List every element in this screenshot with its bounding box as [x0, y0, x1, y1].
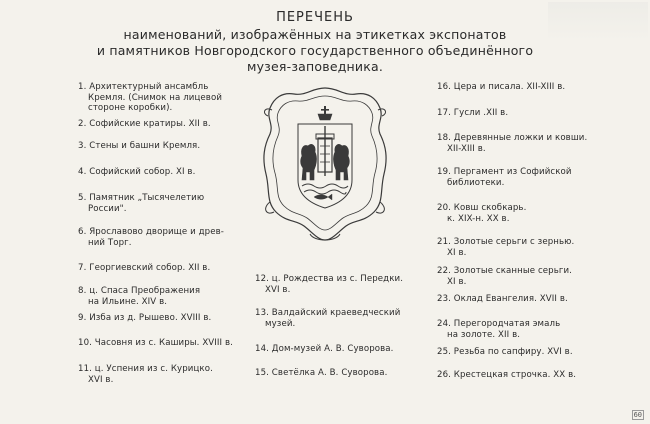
- list-item-line: 1. Архитектурный ансамбль: [78, 82, 209, 92]
- list-item-line: на Ильине. XIV в.: [88, 296, 168, 307]
- list-item-line: 5. Памятник „Тысячелетию: [78, 193, 205, 203]
- list-item-line: на золоте. XII в.: [447, 329, 521, 340]
- list-item-line: 13. Валдайский краеведческий: [255, 308, 401, 318]
- list-item-line: 12. ц. Рождества из с. Передки.: [255, 274, 404, 284]
- page-title: ПЕРЕЧЕНЬ: [276, 10, 354, 25]
- list-item-line: музей.: [265, 318, 296, 329]
- list-item: [437, 108, 508, 119]
- page-number: 60: [633, 411, 642, 419]
- list-item-line: Кремля. (Снимок на лицевой: [88, 92, 223, 103]
- list-item-line: 4. Софийский собор. XI в.: [78, 167, 196, 177]
- list-item-line: 16. Цера и писала. XII-XIII в.: [437, 82, 566, 92]
- list-item-line: XI в.: [447, 276, 467, 287]
- list-item-line: стороне коробки).: [88, 103, 173, 114]
- list-item: [78, 263, 210, 274]
- novgorod-coat-of-arms-icon: [258, 84, 392, 244]
- list-item-line: 7. Георгиевский собор. XII в.: [78, 263, 211, 273]
- list-item: [437, 133, 587, 154]
- list-item-line: 19. Пергамент из Софийской: [437, 167, 572, 177]
- list-item-line: 23. Оклад Евангелия. XVII в.: [437, 294, 568, 304]
- list-item-line: 22. Золотые сканные серьги.: [437, 266, 573, 276]
- list-item-line: 14. Дом-музей А. В. Суворова.: [255, 344, 394, 354]
- list-item: [437, 347, 573, 358]
- list-item-line: 9. Изба из д. Рышево. XVIII в.: [78, 313, 212, 323]
- list-item-line: 2. Софийские кратиры. XII в.: [78, 119, 211, 129]
- subtitle-line: наименований, изображённых на этикетках экспонатов: [123, 27, 507, 42]
- list-item-line: 8. ц. Спаса Преображения: [78, 286, 201, 296]
- list-item: [78, 82, 222, 114]
- list-item: [78, 313, 211, 324]
- list-item: [437, 266, 572, 287]
- list-item-line: 26. Крестецкая строчка. XX в.: [437, 370, 577, 380]
- list-item: [78, 167, 195, 178]
- list-item: [78, 338, 233, 349]
- list-item: [437, 167, 572, 188]
- list-item-line: XII-XIII в.: [447, 143, 486, 154]
- list-item: [255, 274, 403, 295]
- document-header: [60, 10, 570, 75]
- list-item: [255, 308, 400, 329]
- list-item: [437, 294, 568, 305]
- list-item-line: 17. Гусли .XII в.: [437, 108, 509, 118]
- list-item-line: библиотеки.: [447, 177, 505, 188]
- list-item-line: 21. Золотые серьги с зернью.: [437, 237, 575, 247]
- list-item-line: 11. ц. Успения из с. Курицко.: [78, 364, 213, 374]
- list-item: [78, 227, 224, 248]
- list-item: [78, 364, 213, 385]
- list-item-line: 15. Светёлка А. В. Суворова.: [255, 368, 388, 378]
- list-item-line: 10. Часовня из с. Каширы. XVIII в.: [78, 338, 234, 348]
- list-item: [78, 141, 200, 152]
- list-item-line: 18. Деревянные ложки и ковши.: [437, 133, 588, 143]
- list-item-line: XI в.: [447, 247, 467, 258]
- list-item: [437, 319, 560, 340]
- list-item-line: 25. Резьба по сапфиру. XVI в.: [437, 347, 573, 357]
- list-item: [78, 286, 200, 307]
- subtitle-line: музея-заповедника.: [246, 59, 384, 74]
- list-item-line: к. XIX-н. XX в.: [447, 213, 510, 224]
- list-item: [78, 193, 204, 214]
- list-item-line: 20. Ковш скобкарь.: [437, 203, 527, 213]
- list-item-line: 3. Стены и башни Кремля.: [78, 141, 201, 151]
- list-item-line: XVI в.: [88, 374, 114, 385]
- subtitle-line: и памятников Новгородского государственного объединённого: [96, 43, 534, 58]
- list-item-line: России".: [88, 203, 127, 214]
- list-item: [255, 344, 393, 355]
- list-item-line: 24. Перегородчатая эмаль: [437, 319, 561, 329]
- list-item: [437, 203, 526, 224]
- list-item-line: XVI в.: [265, 284, 291, 295]
- list-item: [255, 368, 387, 379]
- list-item: [437, 370, 576, 381]
- list-item-line: 6. Ярославово дворище и древ-: [78, 227, 224, 237]
- list-item: [437, 237, 574, 258]
- list-item-line: ний Торг.: [88, 237, 132, 248]
- list-item: [78, 119, 211, 130]
- list-item: [437, 82, 565, 93]
